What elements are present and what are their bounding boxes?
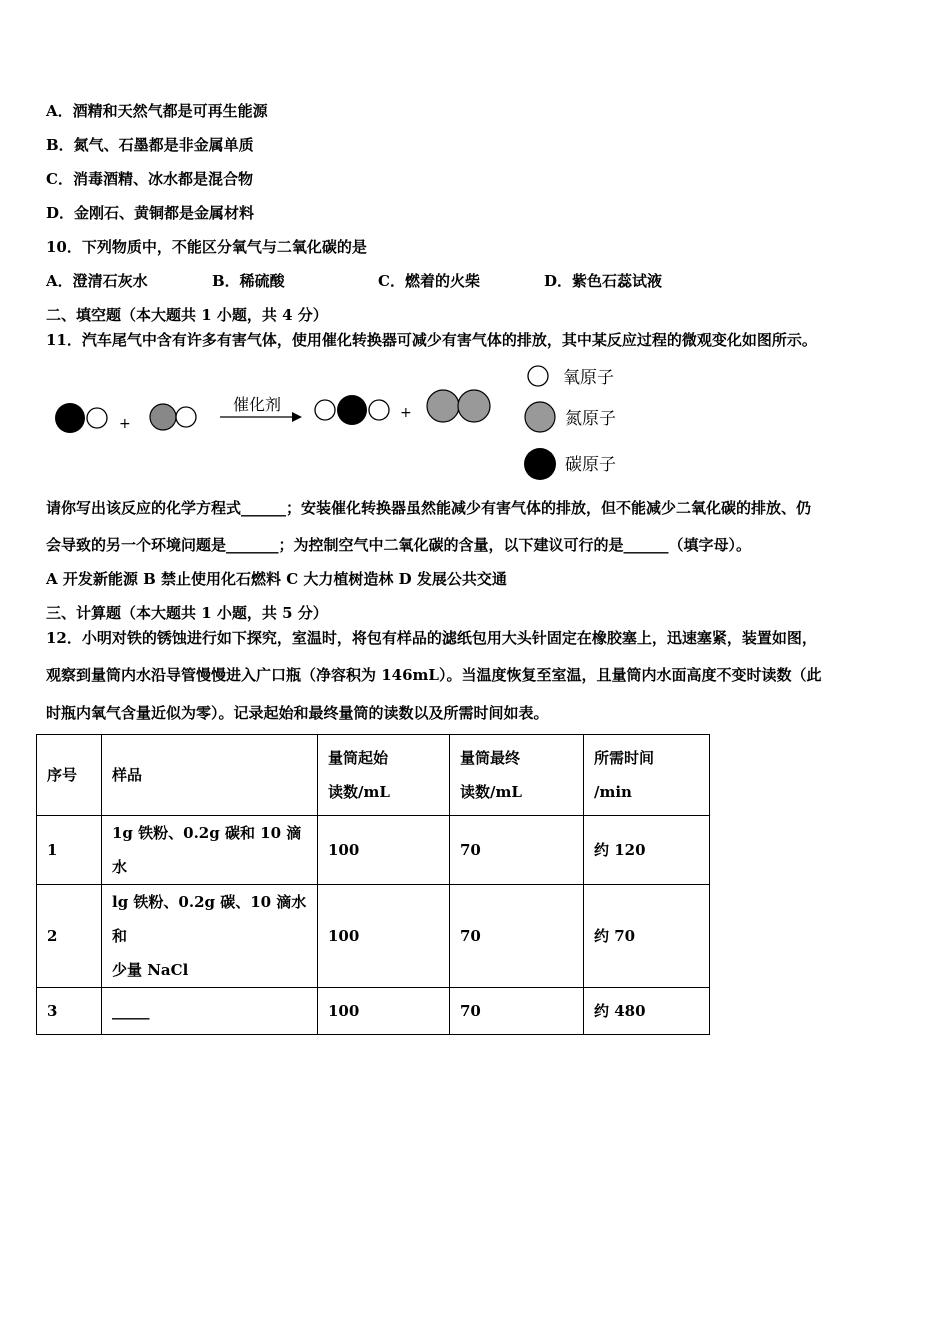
header-sample: 样品 [102, 735, 318, 816]
q12-line3: 时瓶内氧气含量近似为零）。记录起始和最终量筒的读数以及所需时间如表。 [46, 704, 549, 722]
legend-oxygen-label: 氧原子 [563, 368, 614, 388]
q10-option-c: C．燃着的火柴 [378, 272, 480, 290]
q9-option-b: B．氮气、石墨都是非金属单质 [46, 136, 254, 154]
results-table [36, 734, 710, 1035]
header-time [584, 735, 710, 816]
header-time-line1: 所需时间 [594, 749, 655, 767]
q11-choices: A 开发新能源 B 禁止使用化石燃料 C 大力植树造林 D 发展公共交通 [46, 570, 507, 588]
q10-stem: 10．下列物质中，不能区分氧气与二氧化碳的是 [46, 238, 367, 256]
cell-time: 约 70 [584, 885, 710, 988]
cell-end: 70 [450, 988, 584, 1035]
section-calc-title: 三、计算题（本大题共 1 小题，共 5 分） [46, 604, 328, 622]
plus-sign: + [400, 405, 412, 421]
oxygen-atom [87, 408, 107, 428]
cell-sample [102, 816, 318, 885]
cell-seq: 2 [37, 885, 102, 988]
cell-sample-line2: 少量 NaCl [112, 961, 189, 979]
header-end-line1: 量筒最终 [460, 749, 521, 767]
nitrogen-atom [427, 390, 459, 422]
catalyst-label: 催化剂 [233, 395, 282, 414]
reaction-diagram [40, 360, 640, 485]
arrow-head-icon [292, 412, 302, 422]
q9-option-d: D．金刚石、黄铜都是金属材料 [46, 204, 255, 222]
cell-time: 约 120 [584, 816, 710, 885]
carbon-atom [55, 403, 85, 433]
q10-option-d: D．紫色石蕊试液 [544, 272, 663, 290]
oxygen-atom [369, 400, 389, 420]
cell-sample-line1: 1g 铁粉、0.2g 碳和 10 滴水 [112, 824, 302, 876]
table-row [37, 885, 710, 988]
nitrogen-atom [458, 390, 490, 422]
legend-carbon-label: 碳原子 [565, 455, 616, 475]
section-fill-in-title: 二、填空题（本大题共 1 小题，共 4 分） [46, 306, 328, 324]
cell-seq: 3 [37, 988, 102, 1035]
table-row [37, 816, 710, 885]
q11-line2: 会导致的另一个环境问题是_______；为控制空气中二氧化碳的含量，以下建议可行的是______（填字母）。 [46, 536, 752, 554]
cell-seq: 1 [37, 816, 102, 885]
q10-options [46, 271, 662, 291]
q12-line1: 12．小明对铁的锈蚀进行如下探究，室温时，将包有样品的滤纸包用大头针固定在橡胶塞上，迅速塞紧，装置如图， [46, 629, 817, 647]
cell-start: 100 [318, 988, 450, 1035]
plus-sign: + [119, 416, 131, 432]
header-end [450, 735, 584, 816]
cell-end: 70 [450, 816, 584, 885]
q11-stem: 11．汽车尾气中含有许多有害气体，使用催化转换器可减少有害气体的排放，其中某反应过程的微观变化如图所示。 [46, 331, 817, 349]
header-start-line1: 量筒起始 [328, 749, 389, 767]
table-header-row [37, 735, 710, 816]
header-start-line2: 读数/mL [328, 783, 390, 801]
legend-nitrogen-atom [525, 402, 555, 432]
cell-end: 70 [450, 885, 584, 988]
header-time-line2: /min [594, 783, 632, 801]
legend-oxygen-atom [528, 366, 548, 386]
q11-line1: 请你写出该反应的化学方程式______；安装催化转换器虽然能减少有害气体的排放，但不能减少二氧化碳的排放、仍 [46, 499, 812, 517]
cell-sample-line1: lg 铁粉、0.2g 碳、10 滴水和 [112, 893, 307, 945]
legend-carbon-atom [524, 448, 556, 480]
q10-option-a: A．澄清石灰水 [46, 272, 148, 290]
legend-nitrogen-label: 氮原子 [565, 409, 616, 429]
oxygen-atom [176, 407, 196, 427]
carbon-atom [337, 395, 367, 425]
q12-line2: 观察到量筒内水沿导管慢慢进入广口瓶（净容积为 146mL）。当温度恢复至室温，且量筒内水面高度不变时读数（此 [46, 666, 822, 684]
header-seq: 序号 [37, 735, 102, 816]
header-end-line2: 读数/mL [460, 783, 522, 801]
cell-time: 约 480 [584, 988, 710, 1035]
q9-option-c: C．消毒酒精、冰水都是混合物 [46, 170, 253, 188]
cell-sample-blank: _____ [112, 1002, 150, 1020]
q9-option-a: A．酒精和天然气都是可再生能源 [46, 102, 268, 120]
table-row [37, 988, 710, 1035]
header-start [318, 735, 450, 816]
cell-sample [102, 988, 318, 1035]
cell-start: 100 [318, 816, 450, 885]
cell-sample [102, 885, 318, 988]
nitrogen-atom [150, 404, 176, 430]
oxygen-atom [315, 400, 335, 420]
q10-option-b: B．稀硫酸 [212, 272, 285, 290]
cell-start: 100 [318, 885, 450, 988]
